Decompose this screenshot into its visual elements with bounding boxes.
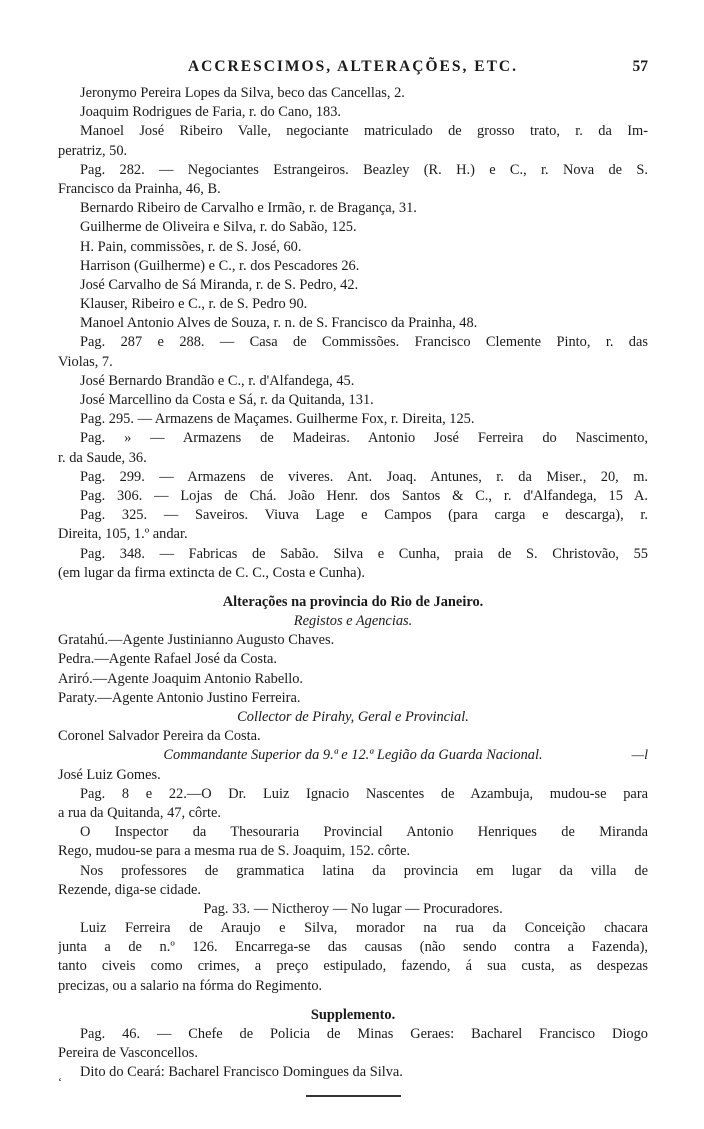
- text-line: Pag. 299. — Armazens de viveres. Ant. Joaq. Antunes, r. da Miser., 20, m.: [80, 468, 648, 485]
- text-line: Pereira de Vasconcellos.: [58, 1045, 198, 1062]
- text-line: Ariró.—Agente Joaquim Antonio Rabello.: [58, 670, 304, 687]
- margin-mark: —l: [631, 748, 648, 764]
- text-line: Guilherme de Oliveira e Silva, r. do Sabão, 125.: [80, 219, 357, 236]
- running-title: ACCRESCIMOS, ALTERAÇÕES, ETC.: [187, 58, 519, 75]
- subsection-heading: Collector de Pirahy, Geral e Provincial.: [237, 709, 469, 725]
- text-line: Joaquim Rodrigues de Faria, r. do Cano, 183.: [80, 104, 341, 121]
- page-number: 57: [632, 58, 648, 75]
- text-line: Nos professores de grammatica latina da provincia em lugar da villa de: [80, 862, 648, 879]
- text-line: José Luiz Gomes.: [58, 766, 161, 783]
- text-line: peratriz, 50.: [58, 142, 128, 159]
- text-line: Pag. 287 e 288. — Casa de Commissões. Francisco Clemente Pinto, r. das: [80, 334, 648, 351]
- text-line: Jeronymo Pereira Lopes da Silva, beco das Cancellas, 2.: [80, 85, 405, 101]
- text-line: Pag. » — Armazens de Madeiras. Antonio José Ferreira do Nascimento,: [80, 430, 648, 447]
- text-line: Pedra.—Agente Rafael José da Costa.: [58, 651, 277, 668]
- text-line: Rego, mudou-se para a mesma rua de S. Joaquim, 152. côrte.: [58, 843, 411, 860]
- text-line: Luiz Ferreira de Araujo e Silva, morador na rua da Conceição chacara: [80, 920, 648, 937]
- text-line: José Marcellino da Costa e Sá, r. da Quitanda, 131.: [80, 392, 374, 408]
- text-line: a rua da Quitanda, 47, côrte.: [58, 804, 222, 821]
- text-line: Manoel José Ribeiro Valle, negociante matriculado de grosso trato, r. da Im-: [80, 123, 648, 140]
- text-line: Paraty.—Agente Antonio Justino Ferreira.: [58, 689, 301, 706]
- text-line: (em lugar da firma extincta de C. C., Costa e Cunha).: [58, 564, 365, 581]
- text-line: tanto civeis como crimes, a preço estipulado, fazendo, á sua custa, as despezas: [58, 958, 648, 975]
- closing-rule: [306, 1095, 401, 1097]
- text-line: Francisco da Prainha, 46, B.: [58, 180, 221, 197]
- heading-text: Commandante Superior da 9.ª e 12.ª Legião da Guarda Nacional.: [163, 747, 543, 764]
- text-line: Gratahú.—Agente Justinianno Augusto Chaves.: [58, 632, 335, 649]
- text-line: Pag. 8 e 22.—O Dr. Luiz Ignacio Nascentes de Azambuja, mudou-se para: [80, 785, 648, 802]
- text-line: Direita, 105, 1.º andar.: [58, 526, 188, 543]
- text-line: Pag. 348. — Fabricas de Sabão. Silva e Cunha, praia de S. Christovão, 55: [80, 545, 648, 562]
- text-line: Harrison (Guilherme) e C., r. dos Pescadores 26.: [80, 257, 360, 274]
- text-line: r. da Saude, 36.: [58, 449, 147, 466]
- text-line: Bernardo Ribeiro de Carvalho e Irmão, r. de Bragança, 31.: [80, 200, 417, 217]
- text-line: José Carvalho de Sá Miranda, r. de S. Pedro, 42.: [80, 276, 359, 293]
- text-line: Pag. 295. — Armazens de Maçames. Guilherme Fox, r. Direita, 125.: [80, 411, 475, 428]
- subsection-heading: [58, 746, 648, 765]
- footer-mark: ʻ: [58, 1075, 62, 1089]
- text-line: precizas, ou a salario na fórma do Regimento.: [58, 977, 323, 994]
- text-line: Klauser, Ribeiro e C., r. de S. Pedro 90.: [80, 296, 308, 313]
- text-line: Pag. 325. — Saveiros. Viuva Lage e Campos (para carga e descarga), r.: [80, 507, 648, 524]
- section-heading: Alterações na provincia do Rio de Janeiro.: [222, 593, 484, 610]
- text-line: junta a de n.º 126. Encarrega-se das causas (não sendo contra a Fazenda),: [58, 939, 648, 956]
- text-line: Pag. 33. — Nictheroy — No lugar — Procuradores.: [203, 900, 503, 917]
- text-line: Coronel Salvador Pereira da Costa.: [58, 728, 261, 745]
- text-line: Pag. 306. — Lojas de Chá. João Henr. dos Santos & C., r. d'Alfandega, 15 A.: [80, 487, 648, 504]
- text-line: Dito do Ceará: Bacharel Francisco Domingues da Silva.: [80, 1064, 403, 1081]
- text-line: Pag. 46. — Chefe de Policia de Minas Geraes: Bacharel Francisco Diogo: [80, 1026, 648, 1042]
- text-line: Rezende, diga-se cidade.: [58, 881, 202, 898]
- text-line: O Inspector da Thesouraria Provincial Antonio Henriques de Miranda: [80, 824, 648, 841]
- subsection-heading: Registos e Agencias.: [293, 613, 413, 630]
- text-line: José Bernardo Brandão e C., r. d'Alfandega, 45.: [80, 372, 355, 389]
- text-line: H. Pain, commissões, r. de S. José, 60.: [80, 238, 302, 255]
- text-line: Manoel Antonio Alves de Souza, r. n. de S. Francisco da Prainha, 48.: [80, 315, 478, 332]
- page-body: [58, 84, 648, 1097]
- section-heading: Supplemento.: [310, 1006, 396, 1023]
- text-line: Pag. 282. — Negociantes Estrangeiros. Beazley (R. H.) e C., r. Nova de S.: [80, 161, 648, 178]
- page-header: [58, 58, 648, 78]
- text-line: Violas, 7.: [58, 353, 113, 370]
